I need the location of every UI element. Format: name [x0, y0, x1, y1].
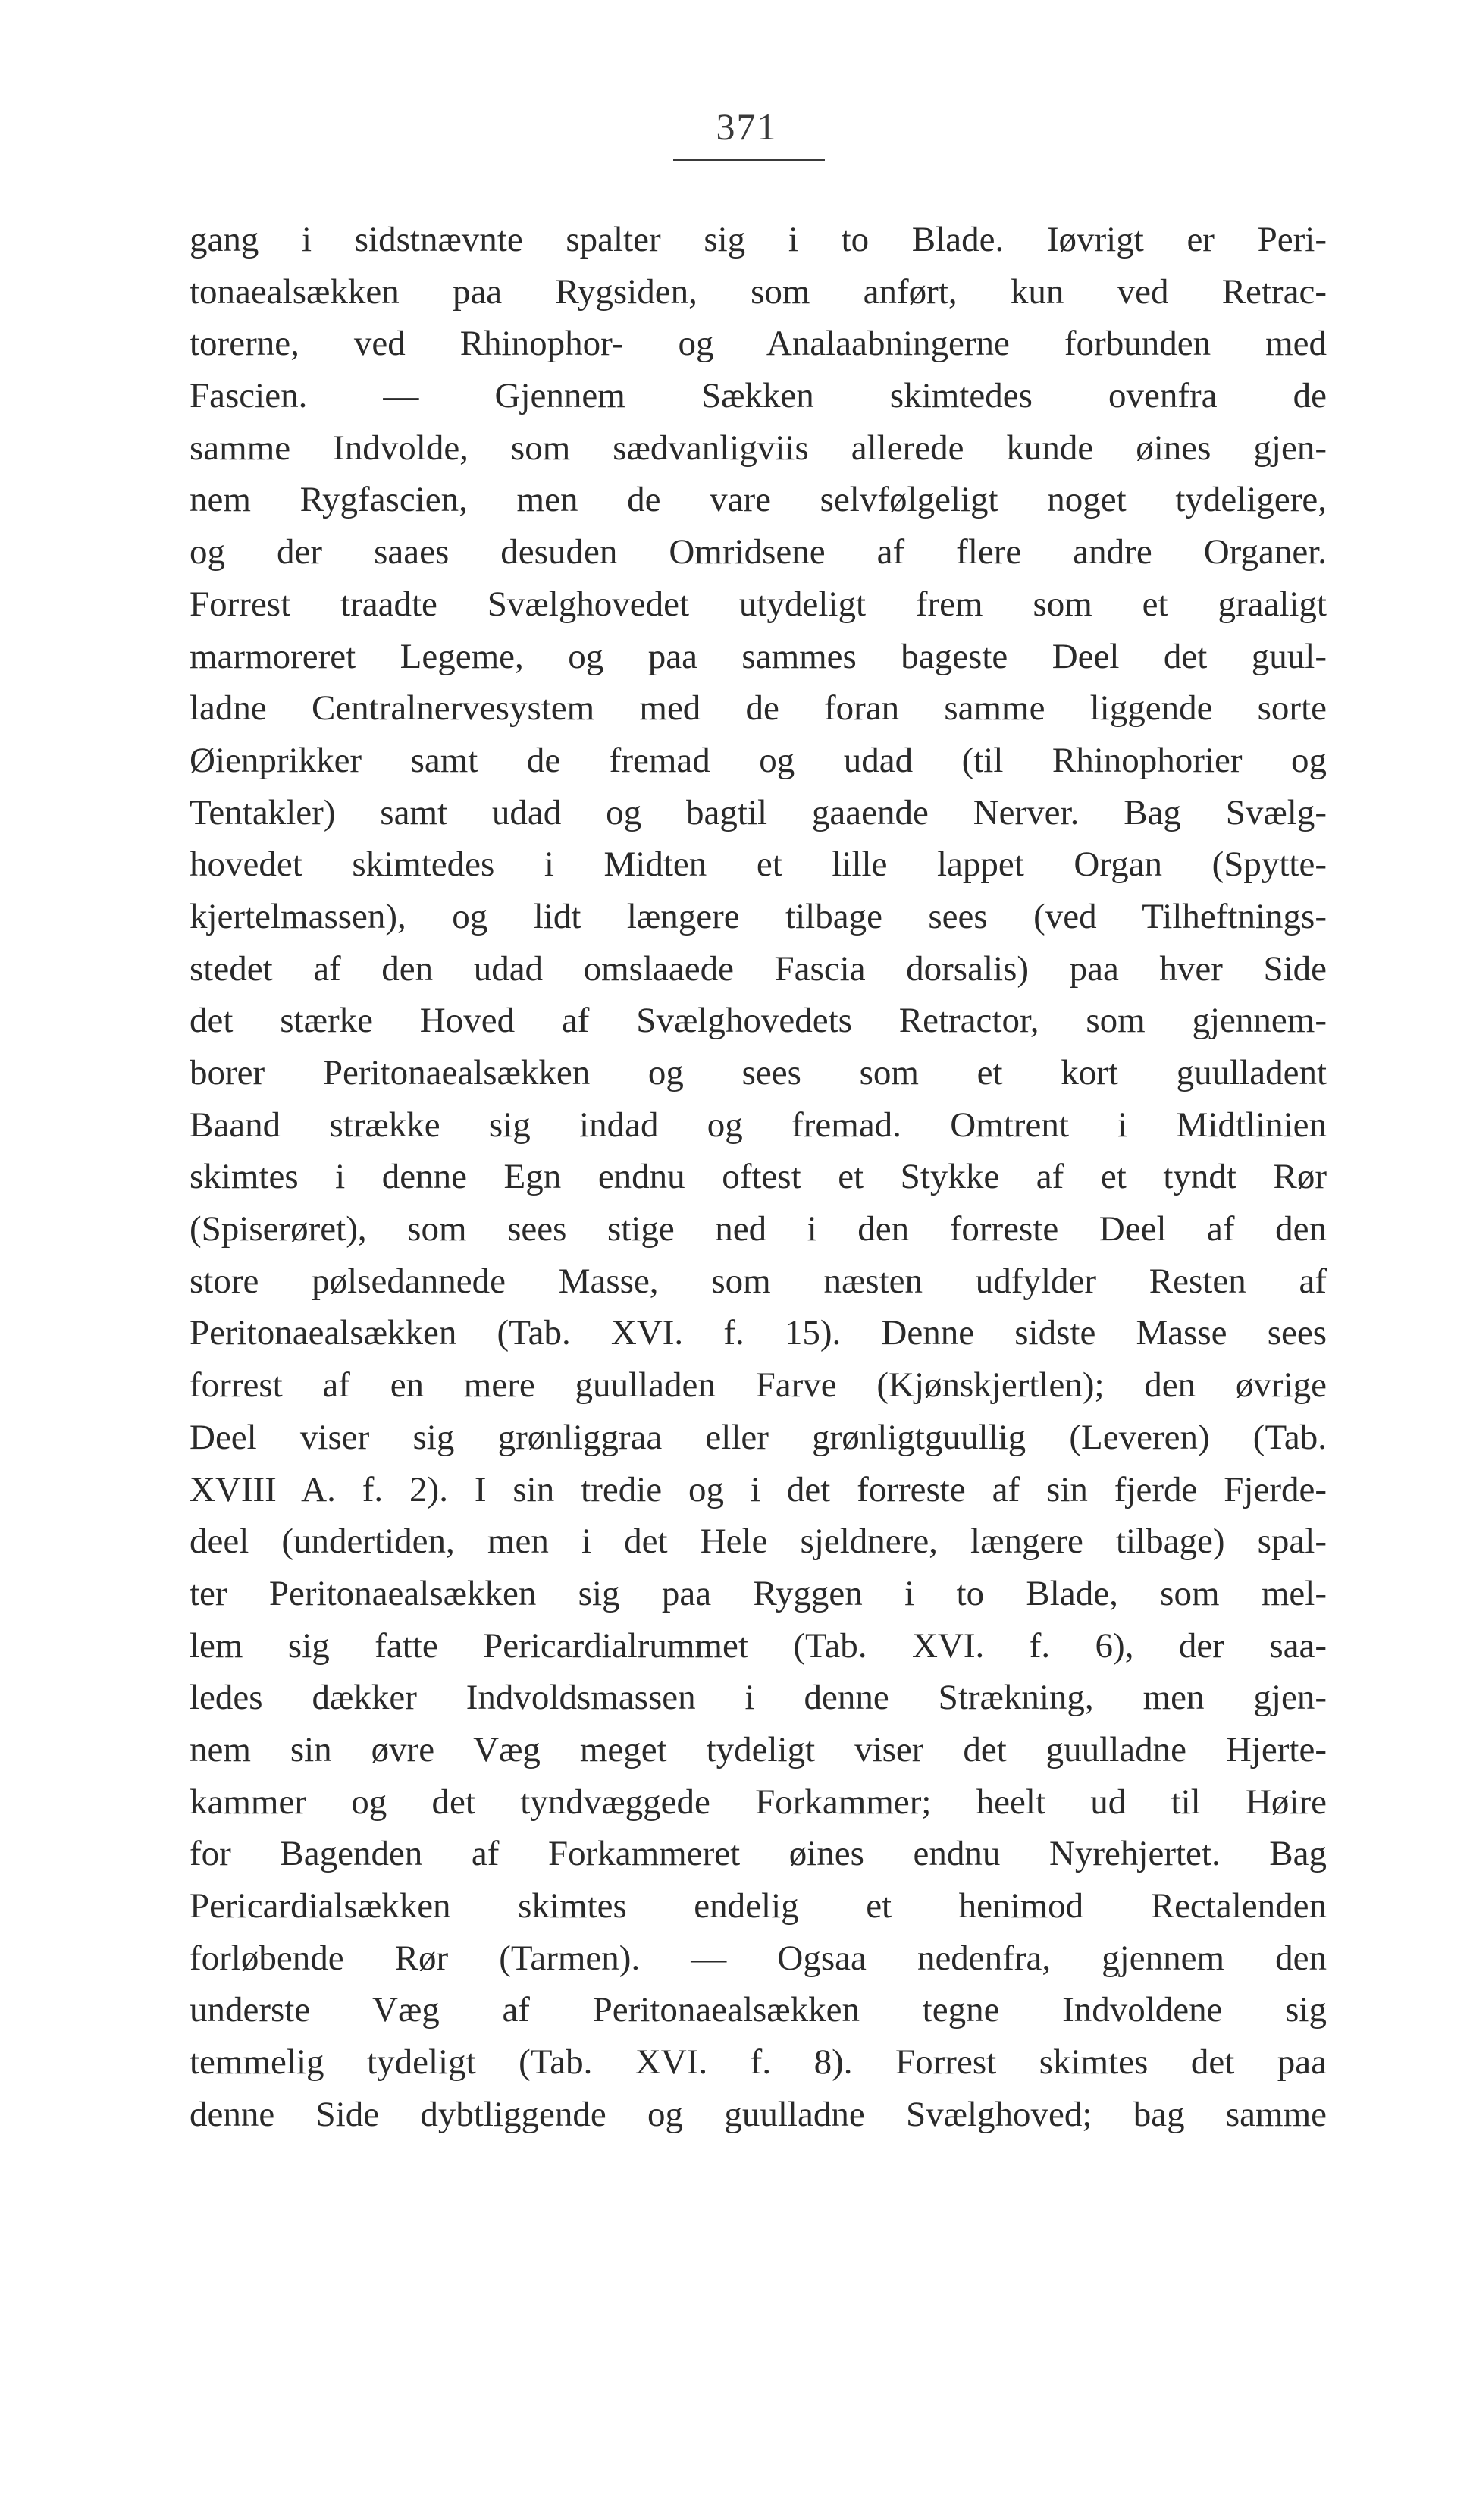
text-line: kjertelmassen), og lidt længere tilbage sees (ved Tilheftnings-	[190, 896, 1327, 936]
text-line: ter Peritonaealsækken sig paa Ryggen i to Blade, som mel-	[190, 1573, 1327, 1613]
text-line: Peritonaealsækken (Tab. XVI. f. 15). Denne sidste Masse sees	[190, 1313, 1327, 1353]
text-line: skimtes i denne Egn endnu oftest et Stykke af et tyndt Rør	[190, 1157, 1327, 1197]
text-line: og der saaes desuden Omridsene af flere andre Organer.	[190, 532, 1327, 572]
text-line: Forrest traadte Svælghovedet utydeligt frem som et graaligt	[190, 584, 1327, 624]
text-line: Baand strække sig indad og fremad. Omtrent i Midtlinien	[190, 1105, 1327, 1145]
text-line: kammer og det tyndvæggede Forkammer; heelt ud til Høire	[190, 1782, 1327, 1822]
text-line: ledes dækker Indvoldsmassen i denne Strækning, men gjen-	[190, 1678, 1327, 1718]
text-line: XVIII A. f. 2). I sin tredie og i det forreste af sin fjerde Fjerde-	[190, 1469, 1327, 1509]
text-line: Tentakler) samt udad og bagtil gaaende Nerver. Bag Svælg-	[190, 792, 1327, 832]
text-line: marmoreret Legeme, og paa sammes bageste Deel det guul-	[190, 636, 1327, 676]
text-line: temmelig tydeligt (Tab. XVI. f. 8). Forrest skimtes det paa	[190, 2042, 1327, 2083]
text-line: Deel viser sig grønliggraa eller grønligtguullig (Leveren) (Tab.	[190, 1417, 1327, 1457]
text-line: forrest af en mere guulladen Farve (Kjønskjertlen); den øvrige	[190, 1365, 1327, 1406]
text-line: hovedet skimtedes i Midten et lille lappet Organ (Spytte-	[190, 845, 1327, 885]
text-line: for Bagenden af Forkammeret øines endnu Nyrehjertet. Bag	[190, 1834, 1327, 1874]
text-line: Øienprikker samt de fremad og udad (til Rhinophorier og	[190, 740, 1327, 780]
text-line: stedet af den udad omslaaede Fascia dorsalis) paa hver Side	[190, 948, 1327, 989]
text-line: forløbende Rør (Tarmen). — Ogsaa nedenfra, gjennem den	[190, 1938, 1327, 1978]
text-line: torerne, ved Rhinophor- og Analaabningerne forbunden med	[190, 324, 1327, 364]
text-line: deel (undertiden, men i det Hele sjeldnere, længere tilbage) spal-	[190, 1522, 1327, 1562]
text-line: underste Væg af Peritonaealsækken tegne Indvoldene sig	[190, 1990, 1327, 2030]
text-line: borer Peritonaealsækken og sees som et kort guulladent	[190, 1053, 1327, 1092]
text-line: lem sig fatte Pericardialrummet (Tab. XVI. f. 6), der saa-	[190, 1625, 1327, 1666]
page-number-rule	[673, 159, 825, 161]
page-number: 371	[716, 105, 778, 148]
text-line: nem sin øvre Væg meget tydeligt viser det guulladne Hjerte-	[190, 1729, 1327, 1769]
text-line: store pølsedannede Masse, som næsten udfylder Resten af	[190, 1261, 1327, 1301]
text-line: nem Rygfascien, men de vare selvfølgeligt noget tydeligere,	[190, 480, 1327, 520]
text-line: samme Indvolde, som sædvanligviis allerede kunde øines gjen-	[190, 428, 1327, 468]
text-line: tonaealsækken paa Rygsiden, som anført, kun ved Retrac-	[190, 271, 1327, 312]
text-line: det stærke Hoved af Svælghovedets Retractor, som gjennem-	[190, 1001, 1327, 1041]
text-line: ladne Centralnervesystem med de foran samme liggende sorte	[190, 688, 1327, 729]
text-line: gang i sidstnævnte spalter sig i to Blade. Iøvrigt er Peri-	[190, 220, 1327, 259]
text-line: (Spiserøret), som sees stige ned i den forreste Deel af den	[190, 1209, 1327, 1249]
text-line: Fascien. — Gjennem Sækken skimtedes ovenfra de	[190, 376, 1327, 416]
text-line: Pericardialsækken skimtes endelig et henimod Rectalenden	[190, 1886, 1327, 1926]
text-line: denne Side dybtliggende og guulladne Svælghoved; bag samme	[190, 2094, 1327, 2134]
body-text	[190, 214, 1327, 2140]
